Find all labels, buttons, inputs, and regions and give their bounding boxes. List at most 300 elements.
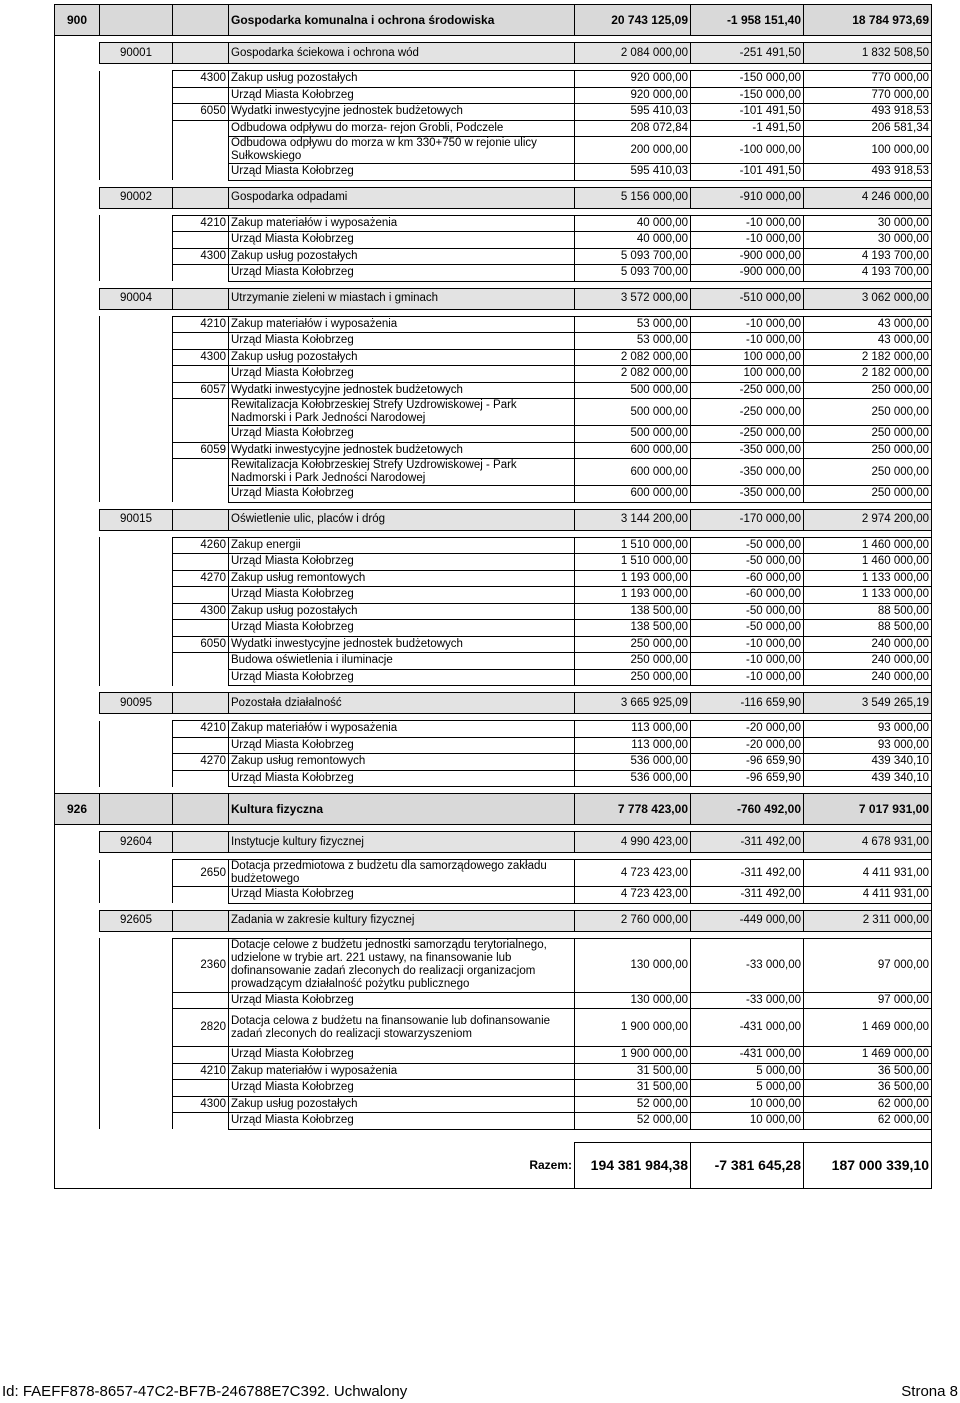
section-code (55, 137, 100, 164)
value-plan: 3 572 000,00 (575, 288, 691, 309)
value-change: -170 000,00 (691, 509, 804, 530)
chapter-code (100, 333, 173, 350)
section-row (55, 794, 932, 825)
description: Zakup usług pozostałych (229, 603, 575, 620)
value-plan: 2 084 000,00 (575, 43, 691, 64)
chapter-code (100, 1113, 173, 1130)
item-row (55, 887, 932, 904)
spacer-row (55, 787, 932, 794)
description: Urząd Miasta Kołobrzeg (229, 737, 575, 754)
chapter-code (100, 316, 173, 333)
value-after: 240 000,00 (804, 636, 932, 653)
spacer-row (55, 686, 932, 693)
value-plan: 1 193 000,00 (575, 570, 691, 587)
budget-table-body (55, 5, 932, 1130)
spacer-row (55, 64, 932, 71)
value-change: -251 491,50 (691, 43, 804, 64)
chapter-row (55, 910, 932, 931)
value-plan: 5 093 700,00 (575, 248, 691, 265)
item-row (55, 248, 932, 265)
section-code (55, 1113, 100, 1130)
value-change: -50 000,00 (691, 537, 804, 554)
value-plan: 20 743 125,09 (575, 5, 691, 36)
value-plan: 920 000,00 (575, 87, 691, 104)
value-change: -350 000,00 (691, 459, 804, 486)
chapter-code (100, 71, 173, 88)
chapter-code (100, 794, 173, 825)
budget-table (54, 4, 932, 1189)
spacer-cell (55, 931, 932, 938)
description: Urząd Miasta Kołobrzeg (229, 164, 575, 181)
value-plan: 4 723 423,00 (575, 887, 691, 904)
description: Urząd Miasta Kołobrzeg (229, 426, 575, 443)
value-change: -311 492,00 (691, 832, 804, 853)
item-row (55, 232, 932, 249)
value-change: -101 491,50 (691, 164, 804, 181)
total-value-change: -7 381 645,28 (691, 1142, 804, 1189)
spacer-cell (55, 903, 932, 910)
value-plan: 113 000,00 (575, 721, 691, 738)
paragraph-code (173, 620, 229, 637)
description: Rewitalizacja Kołobrzeskiej Strefy Uzdrowiskowej - Park Nadmorski i Park Jedności Narodowej (229, 459, 575, 486)
value-change: -10 000,00 (691, 316, 804, 333)
chapter-code (100, 754, 173, 771)
chapter-code (100, 554, 173, 571)
value-change: 5 000,00 (691, 1063, 804, 1080)
paragraph-code (173, 333, 229, 350)
value-plan: 3 665 925,09 (575, 693, 691, 714)
paragraph-code (173, 265, 229, 282)
paragraph-code (173, 399, 229, 426)
description: Dotacje celowe z budżetu jednostki samorządu terytorialnego, udzielone w trybie art. 221 ustawy, na finansowanie lub dofinansowanie zadań zleconych do realizacji organizacjom prowadzącym działalność pożytku publicznego (229, 938, 575, 992)
spacer-row (55, 309, 932, 316)
chapter-code (100, 587, 173, 604)
section-code (55, 509, 100, 530)
chapter-code (100, 120, 173, 137)
value-plan: 53 000,00 (575, 333, 691, 350)
value-after: 93 000,00 (804, 737, 932, 754)
spacer-cell (55, 853, 932, 860)
section-code (55, 537, 100, 554)
section-row (55, 5, 932, 36)
value-plan: 2 082 000,00 (575, 349, 691, 366)
chapter-code (100, 87, 173, 104)
value-plan: 5 156 000,00 (575, 187, 691, 208)
description: Urząd Miasta Kołobrzeg (229, 486, 575, 503)
item-row (55, 603, 932, 620)
item-row (55, 636, 932, 653)
value-after: 62 000,00 (804, 1113, 932, 1130)
chapter-code (100, 938, 173, 992)
value-change: -150 000,00 (691, 71, 804, 88)
chapter-code (100, 248, 173, 265)
description: Gospodarka komunalna i ochrona środowiska (229, 5, 575, 36)
section-code (55, 603, 100, 620)
item-row (55, 1080, 932, 1097)
paragraph-code (173, 1113, 229, 1130)
chapter-code (100, 442, 173, 459)
section-code (55, 442, 100, 459)
value-plan: 4 723 423,00 (575, 860, 691, 887)
value-after: 250 000,00 (804, 442, 932, 459)
value-change: -1 958 151,40 (691, 5, 804, 36)
value-plan: 138 500,00 (575, 603, 691, 620)
value-change: -50 000,00 (691, 554, 804, 571)
description: Wydatki inwestycyjne jednostek budżetowych (229, 636, 575, 653)
paragraph-code (173, 87, 229, 104)
page-number: Strona 8 (901, 1383, 958, 1400)
value-after: 1 460 000,00 (804, 537, 932, 554)
spacer-cell (55, 309, 932, 316)
value-after: 2 974 200,00 (804, 509, 932, 530)
value-change: -250 000,00 (691, 426, 804, 443)
chapter-code: 90002 (100, 187, 173, 208)
description: Gospodarka ściekowa i ochrona wód (229, 43, 575, 64)
item-row (55, 399, 932, 426)
section-code (55, 1096, 100, 1113)
chapter-code: 90095 (100, 693, 173, 714)
paragraph-code: 4300 (173, 603, 229, 620)
paragraph-code (173, 887, 229, 904)
paragraph-code (173, 288, 229, 309)
item-row (55, 459, 932, 486)
chapter-code (100, 349, 173, 366)
value-after: 100 000,00 (804, 137, 932, 164)
section-code: 900 (55, 5, 100, 36)
paragraph-code (173, 43, 229, 64)
value-plan: 7 778 423,00 (575, 794, 691, 825)
item-row (55, 104, 932, 121)
description: Odbudowa odpływu do morza- rejon Grobli, Podczele (229, 120, 575, 137)
value-after: 439 340,10 (804, 754, 932, 771)
description: Wydatki inwestycyjne jednostek budżetowych (229, 442, 575, 459)
spacer-row (55, 903, 932, 910)
description: Zakup materiałów i wyposażenia (229, 1063, 575, 1080)
item-row (55, 442, 932, 459)
item-row (55, 316, 932, 333)
chapter-code (100, 992, 173, 1009)
section-code (55, 333, 100, 350)
value-change: 100 000,00 (691, 366, 804, 383)
description: Dotacja celowa z budżetu na finansowanie lub dofinansowanie zadań zleconych do realizacji stowarzyszeniom (229, 1009, 575, 1047)
paragraph-code (173, 587, 229, 604)
total-spacer-row (55, 1129, 932, 1142)
chapter-code (100, 215, 173, 232)
value-plan: 500 000,00 (575, 426, 691, 443)
value-after: 250 000,00 (804, 459, 932, 486)
description: Urząd Miasta Kołobrzeg (229, 232, 575, 249)
item-row (55, 1113, 932, 1130)
value-change: 10 000,00 (691, 1113, 804, 1130)
value-change: -311 492,00 (691, 860, 804, 887)
paragraph-code: 4210 (173, 215, 229, 232)
paragraph-code: 2820 (173, 1009, 229, 1047)
value-plan: 40 000,00 (575, 215, 691, 232)
description: Urząd Miasta Kołobrzeg (229, 1113, 575, 1130)
value-after: 18 784 973,69 (804, 5, 932, 36)
paragraph-code: 4300 (173, 1096, 229, 1113)
spacer-cell (55, 714, 932, 721)
description: Utrzymanie zieleni w miastach i gminach (229, 288, 575, 309)
section-code (55, 399, 100, 426)
value-change: -250 000,00 (691, 399, 804, 426)
value-change: -96 659,90 (691, 754, 804, 771)
chapter-code (100, 382, 173, 399)
description: Rewitalizacja Kołobrzeskiej Strefy Uzdrowiskowej - Park Nadmorski i Park Jedności Narodowej (229, 399, 575, 426)
value-change: 10 000,00 (691, 1096, 804, 1113)
chapter-code (100, 570, 173, 587)
value-plan: 595 410,03 (575, 104, 691, 121)
paragraph-code: 2360 (173, 938, 229, 992)
paragraph-code (173, 366, 229, 383)
value-after: 250 000,00 (804, 399, 932, 426)
chapter-code (100, 1096, 173, 1113)
value-plan: 250 000,00 (575, 653, 691, 670)
chapter-code: 92605 (100, 910, 173, 931)
value-after: 2 311 000,00 (804, 910, 932, 931)
value-plan: 250 000,00 (575, 636, 691, 653)
value-change: -449 000,00 (691, 910, 804, 931)
description: Urząd Miasta Kołobrzeg (229, 669, 575, 686)
value-change: -50 000,00 (691, 620, 804, 637)
item-row (55, 1096, 932, 1113)
value-after: 240 000,00 (804, 653, 932, 670)
spacer-row (55, 825, 932, 832)
item-row (55, 382, 932, 399)
value-after: 36 500,00 (804, 1063, 932, 1080)
chapter-code (100, 426, 173, 443)
value-plan: 536 000,00 (575, 754, 691, 771)
total-value-plan: 194 381 984,38 (575, 1142, 691, 1189)
value-after: 493 918,53 (804, 164, 932, 181)
chapter-code (100, 653, 173, 670)
value-after: 7 017 931,00 (804, 794, 932, 825)
section-code (55, 1063, 100, 1080)
chapter-code (100, 232, 173, 249)
section-code (55, 737, 100, 754)
value-plan: 130 000,00 (575, 938, 691, 992)
item-row (55, 721, 932, 738)
value-after: 2 182 000,00 (804, 349, 932, 366)
section-code (55, 382, 100, 399)
value-plan: 600 000,00 (575, 442, 691, 459)
value-plan: 600 000,00 (575, 459, 691, 486)
section-code (55, 459, 100, 486)
section-code (55, 349, 100, 366)
description: Odbudowa odpływu do morza w km 330+750 w rejonie ulicy Sułkowskiego (229, 137, 575, 164)
item-row (55, 120, 932, 137)
section-code (55, 316, 100, 333)
spacer-row (55, 502, 932, 509)
value-plan: 2 082 000,00 (575, 366, 691, 383)
chapter-code (100, 164, 173, 181)
value-after: 1 469 000,00 (804, 1047, 932, 1064)
value-change: -900 000,00 (691, 248, 804, 265)
spacer-row (55, 208, 932, 215)
description: Oświetlenie ulic, placów i dróg (229, 509, 575, 530)
value-change: -311 492,00 (691, 887, 804, 904)
paragraph-code (173, 794, 229, 825)
value-plan: 138 500,00 (575, 620, 691, 637)
paragraph-code: 4270 (173, 754, 229, 771)
value-change: -10 000,00 (691, 653, 804, 670)
item-row (55, 537, 932, 554)
value-after: 4 678 931,00 (804, 832, 932, 853)
chapter-code: 90015 (100, 509, 173, 530)
value-plan: 3 144 200,00 (575, 509, 691, 530)
chapter-code (100, 1063, 173, 1080)
value-after: 439 340,10 (804, 770, 932, 787)
value-after: 30 000,00 (804, 232, 932, 249)
value-change: -10 000,00 (691, 669, 804, 686)
section-code (55, 653, 100, 670)
spacer-cell (55, 686, 932, 693)
chapter-code (100, 887, 173, 904)
section-code (55, 636, 100, 653)
section-code (55, 232, 100, 249)
value-change: -900 000,00 (691, 265, 804, 282)
spacer-cell (55, 825, 932, 832)
paragraph-code (173, 486, 229, 503)
section-code (55, 620, 100, 637)
chapter-code (100, 1047, 173, 1064)
value-after: 1 832 508,50 (804, 43, 932, 64)
value-after: 88 500,00 (804, 620, 932, 637)
paragraph-code (173, 137, 229, 164)
paragraph-code (173, 693, 229, 714)
value-plan: 1 193 000,00 (575, 587, 691, 604)
section-code (55, 71, 100, 88)
paragraph-code: 6059 (173, 442, 229, 459)
spacer-row (55, 530, 932, 537)
description: Urząd Miasta Kołobrzeg (229, 1047, 575, 1064)
item-row (55, 860, 932, 887)
value-change: -101 491,50 (691, 104, 804, 121)
section-code (55, 248, 100, 265)
spacer-cell (55, 64, 932, 71)
description: Zakup materiałów i wyposażenia (229, 316, 575, 333)
value-after: 4 411 931,00 (804, 860, 932, 887)
value-change: -150 000,00 (691, 87, 804, 104)
total-label: Razem: (55, 1142, 575, 1189)
paragraph-code (173, 509, 229, 530)
value-change: -50 000,00 (691, 603, 804, 620)
paragraph-code: 4210 (173, 316, 229, 333)
item-row (55, 754, 932, 771)
section-code (55, 587, 100, 604)
item-row (55, 570, 932, 587)
chapter-code (100, 459, 173, 486)
item-row (55, 71, 932, 88)
value-after: 97 000,00 (804, 992, 932, 1009)
paragraph-code (173, 554, 229, 571)
spacer-row (55, 714, 932, 721)
chapter-row (55, 832, 932, 853)
section-code (55, 721, 100, 738)
value-change: -250 000,00 (691, 382, 804, 399)
value-change: -20 000,00 (691, 737, 804, 754)
description: Dotacja przedmiotowa z budżetu dla samorządowego zakładu budżetowego (229, 860, 575, 887)
description: Urząd Miasta Kołobrzeg (229, 887, 575, 904)
description: Zakup energii (229, 537, 575, 554)
description: Urząd Miasta Kołobrzeg (229, 554, 575, 571)
item-row (55, 938, 932, 992)
value-plan: 500 000,00 (575, 382, 691, 399)
paragraph-code (173, 459, 229, 486)
description: Zakup usług pozostałych (229, 71, 575, 88)
value-after: 770 000,00 (804, 87, 932, 104)
description: Zakup materiałów i wyposażenia (229, 215, 575, 232)
description: Urząd Miasta Kołobrzeg (229, 770, 575, 787)
section-code (55, 164, 100, 181)
value-change: -116 659,90 (691, 693, 804, 714)
chapter-row (55, 288, 932, 309)
value-change: -100 000,00 (691, 137, 804, 164)
value-after: 4 193 700,00 (804, 265, 932, 282)
item-row (55, 620, 932, 637)
chapter-code (100, 137, 173, 164)
value-after: 1 133 000,00 (804, 587, 932, 604)
spacer-row (55, 36, 932, 43)
chapter-row (55, 509, 932, 530)
spacer-row (55, 180, 932, 187)
description: Urząd Miasta Kołobrzeg (229, 366, 575, 383)
section-code (55, 669, 100, 686)
section-code (55, 120, 100, 137)
chapter-code (100, 669, 173, 686)
paragraph-code: 2650 (173, 860, 229, 887)
spacer-row (55, 281, 932, 288)
paragraph-code (173, 832, 229, 853)
section-code (55, 1080, 100, 1097)
section-code (55, 570, 100, 587)
paragraph-code: 4210 (173, 1063, 229, 1080)
paragraph-code: 4260 (173, 537, 229, 554)
value-after: 206 581,34 (804, 120, 932, 137)
chapter-code (100, 620, 173, 637)
chapter-code: 92604 (100, 832, 173, 853)
value-change: -10 000,00 (691, 232, 804, 249)
section-code (55, 366, 100, 383)
value-after: 1 469 000,00 (804, 1009, 932, 1047)
value-after: 43 000,00 (804, 333, 932, 350)
value-plan: 53 000,00 (575, 316, 691, 333)
description: Kultura fizyczna (229, 794, 575, 825)
paragraph-code: 6057 (173, 382, 229, 399)
section-code (55, 770, 100, 787)
chapter-code (100, 366, 173, 383)
chapter-row (55, 43, 932, 64)
section-code (55, 426, 100, 443)
value-after: 36 500,00 (804, 1080, 932, 1097)
spacer-cell (55, 787, 932, 794)
paragraph-code: 4300 (173, 71, 229, 88)
paragraph-code: 4300 (173, 248, 229, 265)
paragraph-code (173, 770, 229, 787)
description: Zakup usług remontowych (229, 754, 575, 771)
section-code (55, 104, 100, 121)
spacer-cell (55, 208, 932, 215)
value-change: -60 000,00 (691, 570, 804, 587)
value-after: 43 000,00 (804, 316, 932, 333)
paragraph-code (173, 232, 229, 249)
paragraph-code (173, 5, 229, 36)
item-row (55, 366, 932, 383)
chapter-code (100, 265, 173, 282)
section-code (55, 288, 100, 309)
chapter-code (100, 603, 173, 620)
value-plan: 1 510 000,00 (575, 554, 691, 571)
